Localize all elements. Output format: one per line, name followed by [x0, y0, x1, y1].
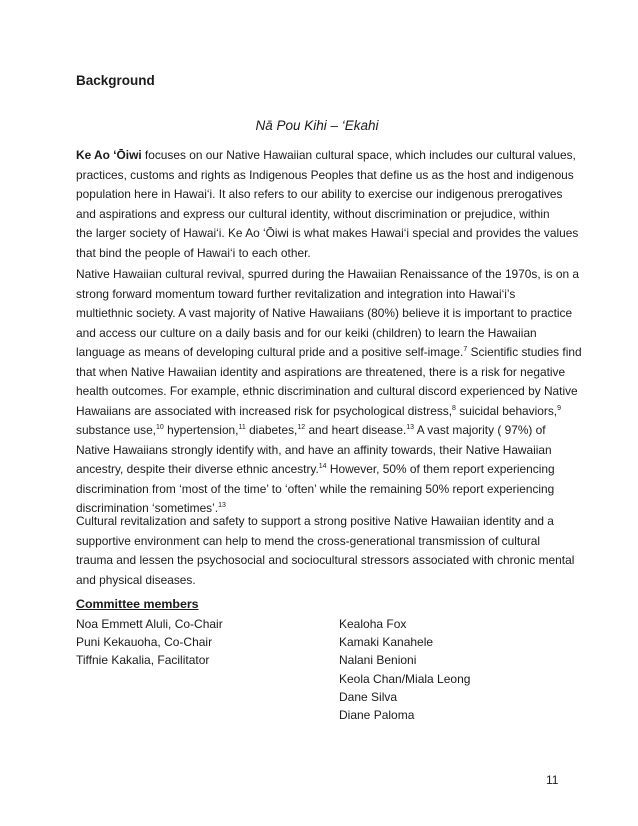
paragraph-revival — [76, 265, 582, 519]
paragraph-intro — [76, 146, 579, 263]
paragraph-line: practices, customs and rights as Indigenous Peoples that define us as the host and indigenous — [76, 167, 574, 182]
paragraph-line: and physical diseases. — [76, 572, 196, 587]
committee-member: Nalani Benioni — [339, 653, 417, 668]
paragraph-line: population here in Hawai‘i. It also refers to our ability to exercise our indigenous prerogatives — [76, 187, 563, 201]
committee-leaders-list — [76, 615, 223, 670]
paragraph-line: ancestry, despite their diverse ethnic ancestry.$^{14}$ However, 50% of them report experiencing — [76, 462, 555, 476]
footnote-ref: 9 — [557, 404, 561, 412]
paragraph-line: Native Hawaiian cultural revival, spurred during the Hawaiian Renaissance of the 1970s, is on a — [76, 267, 579, 281]
committee-member: Diane Paloma — [339, 708, 415, 723]
footnote-ref: 10 — [155, 424, 164, 432]
committee-member: Kealoha Fox — [339, 617, 407, 631]
paragraph-line: discrimination from ‘most of the time’ to ‘often’ while the remaining 50% report experiencing — [76, 481, 555, 496]
paragraph-line: and access our culture on a daily basis and for our keiki (children) to learn the Hawaiian — [76, 325, 537, 340]
footnote-ref: 13 — [406, 424, 415, 432]
paragraph-line: multiethnic society. A vast majority of Native Hawaiians (80%) believe it is important to practice — [76, 306, 573, 320]
committee-member: Puni Kekauoha, Co-Chair — [76, 635, 213, 650]
committee-member: Dane Silva — [339, 689, 398, 704]
paragraph-line: the larger society of Hawai‘i. Ke Ao ‘Ōiwi is what makes Hawai‘i special and provides the values — [76, 226, 579, 240]
paragraph-line: Native Hawaiians strongly identify with, and have an affinity towards, their Native Hawaiian — [76, 442, 552, 457]
footnote-ref: 12 — [297, 424, 306, 432]
committee-member: Keola Chan/Miala Leong — [339, 671, 471, 686]
paragraph-line: that bind the people of Hawai‘i to each other. — [76, 245, 311, 260]
paragraph-line: trauma and lessen the psychosocial and sociocultural stressors associated with chronic mental — [76, 553, 575, 567]
paragraph-revitalization — [76, 512, 575, 590]
page-number: 11 — [546, 773, 559, 787]
footnote-ref: 8 — [452, 404, 456, 412]
committee-member: Noa Emmett Aluli, Co-Chair — [76, 617, 223, 631]
footnote-ref: 14 — [318, 463, 327, 471]
committee-title: Committee members — [76, 597, 199, 611]
paragraph-line: Ke Ao ‘Ōiwi focuses on our Native Hawaiian cultural space, which includes our cultural values, — [76, 148, 576, 162]
committee-member: Tiffnie Kakalia, Facilitator — [76, 653, 210, 668]
footnote-ref: 13 — [218, 502, 226, 510]
footnote-ref: 11 — [238, 424, 246, 432]
paragraph-line: substance use,$^{10}$ hypertension,$^{11}$ diabetes,$^{12}$ and heart disease.$^{13}$ A vast majority ( 97%) of — [76, 423, 546, 437]
footnote-ref: 7 — [463, 346, 468, 354]
paragraph-line: language as means of developing cultural pride and a positive self-image.$^7$ Scientific studies find — [76, 345, 582, 359]
committee-members-list — [339, 615, 470, 724]
bold-term: Ke Ao ‘Ōiwi — [76, 148, 142, 162]
paragraph-line: strong forward momentum toward further revitalization and integration into Hawai‘i’s — [76, 286, 516, 301]
paragraph-line: Hawaiians are associated with increased risk for psychological distress,$^8$ suicidal behaviors,$^9$ — [76, 403, 561, 418]
paragraph-line: discrimination ‘sometimes’.$^{13}$ — [76, 501, 226, 515]
section-subheading: Nā Pou Kihi – ‘Ekahi — [255, 118, 379, 133]
committee-member: Kamaki Kanahele — [339, 635, 434, 650]
paragraph-line: and aspirations and express our cultural identity, without discrimination or prejudice, within — [76, 206, 550, 221]
paragraph-line: health outcomes. For example, ethnic discrimination and cultural discord experienced by Native — [76, 384, 578, 398]
paragraph-line: supportive environment can help to mend the cross-generational transmission of cultural — [76, 533, 540, 548]
section-heading: Background — [76, 73, 155, 88]
paragraph-line: Cultural revitalization and safety to support a strong positive Native Hawaiian identity and a — [76, 514, 554, 528]
paragraph-line: that when Native Hawaiian identity and aspirations are threatened, there is a risk for negative — [76, 364, 566, 379]
